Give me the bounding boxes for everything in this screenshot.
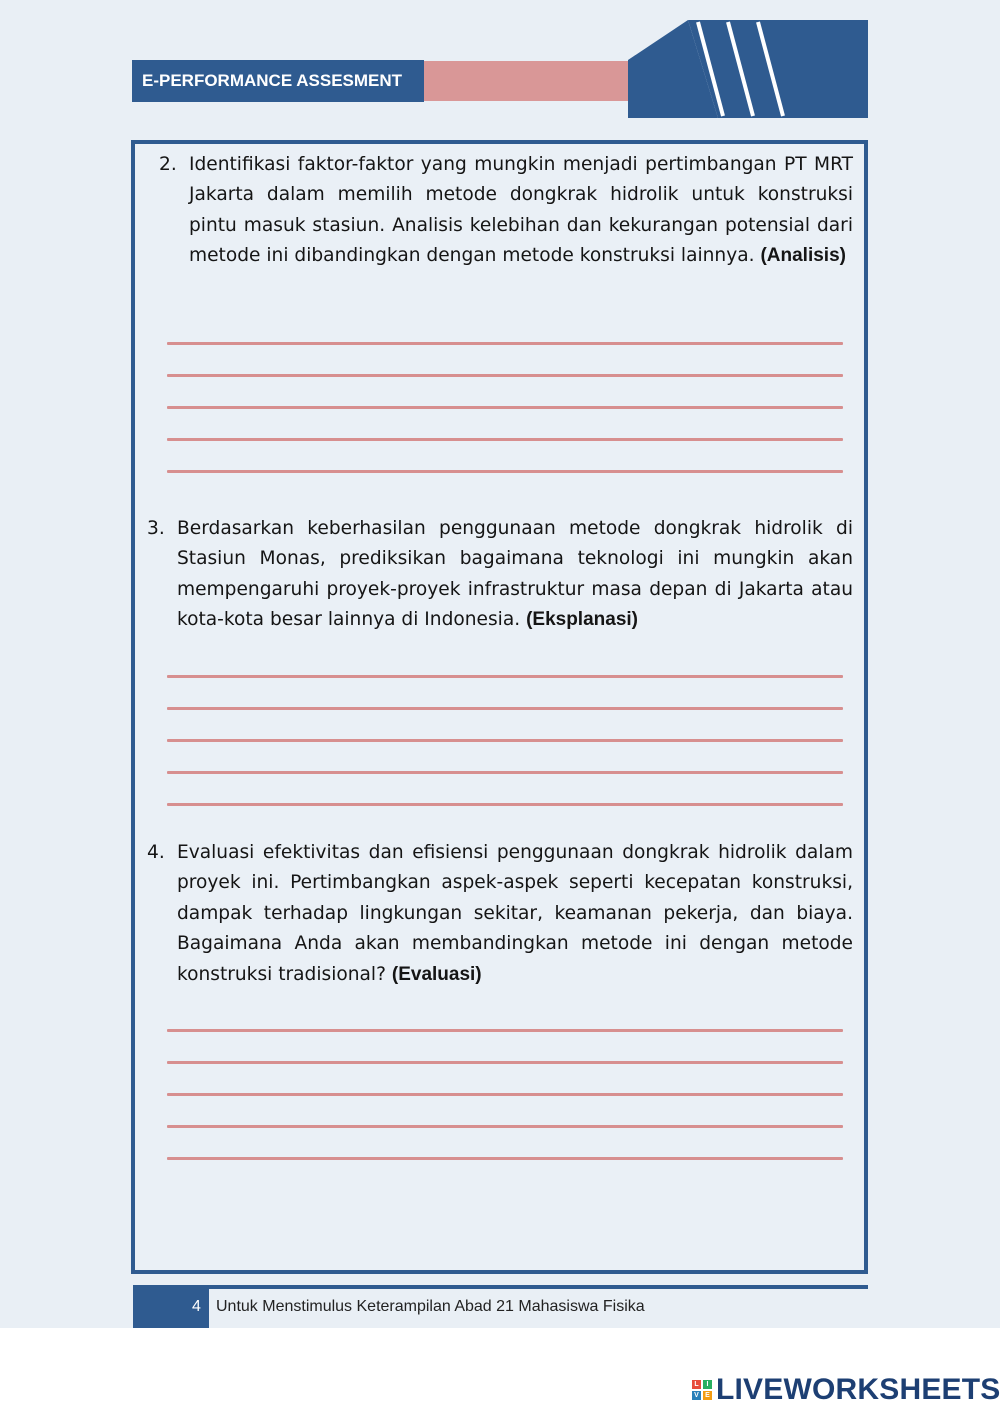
question-number: 4. [147,842,165,863]
question-text: Identifikasi faktor-faktor yang mungkin menjadi pertimbangan PT MRT Jakarta dalam memilih metode dongkrak hidrolik untuk konstruksi pintu masuk stasiun. Analisis kelebihan dan kekurangan potensial dari metode ini dibandingkan dengan metode konstruksi lainnya. [189,154,853,267]
question-text: Evaluasi efektivitas dan efisiensi penggunaan dongkrak hidrolik dalam proyek ini. Pertimbangkan aspek-aspek seperti kecepatan konstruksi, dampak terhadap lingkungan sekitar, keamanan pekerja, dan biaya. Bagaimana Anda akan membandingkan metode ini dengan metode konstruksi tradisional? [177,842,853,985]
header-stripes-decoration [628,20,868,118]
answer-line[interactable] [167,803,843,806]
question-number: 2. [159,154,177,175]
question-tag: (Eksplanasi) [526,609,638,631]
answer-line[interactable] [167,374,843,377]
question-tag: (Analisis) [760,245,846,267]
answer-area-4[interactable] [167,1029,843,1189]
question-4 [147,838,853,990]
answer-line[interactable] [167,707,843,710]
answer-line[interactable] [167,771,843,774]
answer-line[interactable] [167,1093,843,1096]
question-tag: (Evaluasi) [391,963,482,985]
answer-line[interactable] [167,739,843,742]
answer-line[interactable] [167,675,843,678]
liveworksheets-logo-icon: L I V E [692,1380,712,1400]
header-title: E-PERFORMANCE ASSESMENT [132,60,424,102]
answer-line[interactable] [167,438,843,441]
liveworksheets-logo[interactable] [692,1373,1000,1407]
question-number: 3. [147,518,165,539]
page-number: 4 [192,1298,201,1315]
liveworksheets-logo-text: LIVEWORKSHEETS [716,1373,1000,1406]
answer-line[interactable] [167,1125,843,1128]
question-text: Berdasarkan keberhasilan penggunaan metode dongkrak hidrolik di Stasiun Monas, prediksikan bagaimana teknologi ini mungkin akan mempengaruhi proyek-proyek infrastruktur masa depan di Jakarta atau kota-kota besar lainnya di Indonesia. [177,518,853,631]
answer-line[interactable] [167,406,843,409]
footer-rule [133,1285,868,1289]
question-2 [159,150,853,272]
footer-text: Untuk Menstimulus Keterampilan Abad 21 Mahasiswa Fisika [216,1298,645,1315]
answer-line[interactable] [167,342,843,345]
question-3 [147,514,853,636]
answer-line[interactable] [167,1157,843,1160]
answer-area-2[interactable] [167,342,843,502]
answer-area-3[interactable] [167,675,843,835]
answer-line[interactable] [167,1029,843,1032]
answer-line[interactable] [167,1061,843,1064]
answer-line[interactable] [167,470,843,473]
